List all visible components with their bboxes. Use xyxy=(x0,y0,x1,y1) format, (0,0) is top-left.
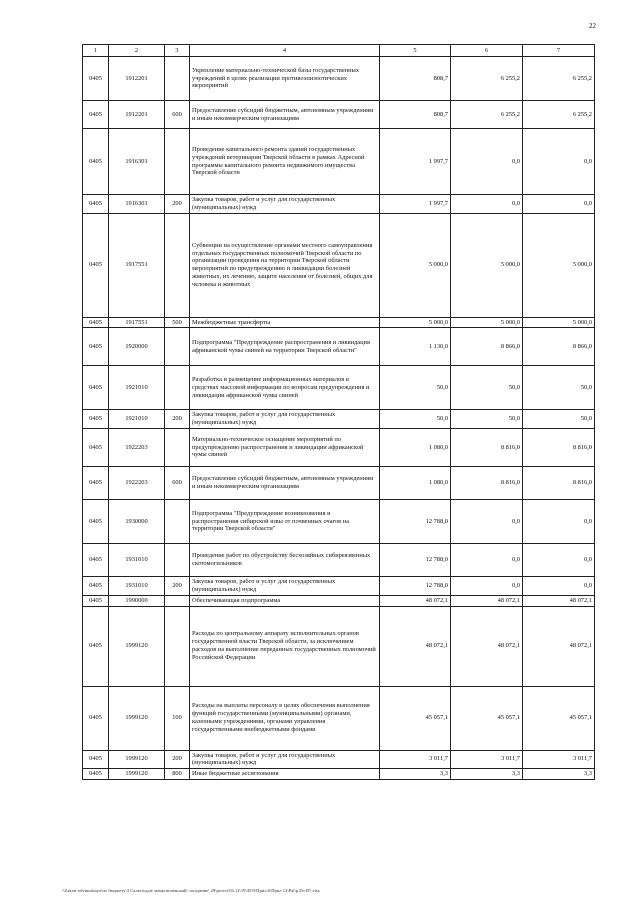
cell-c1: 0405 xyxy=(83,577,109,596)
cell-c3: 500 xyxy=(165,317,190,328)
cell-c3 xyxy=(165,595,190,606)
cell-c1: 0405 xyxy=(83,500,109,544)
cell-c5: 1 997,7 xyxy=(380,195,451,214)
cell-c3 xyxy=(165,213,190,317)
cell-c7: 0,0 xyxy=(523,500,595,544)
cell-c1: 0405 xyxy=(83,213,109,317)
cell-c3 xyxy=(165,328,190,366)
cell-c2: 1999120 xyxy=(109,750,165,769)
cell-c6: 50,0 xyxy=(451,366,523,410)
cell-c7: 50,0 xyxy=(523,366,595,410)
cell-c5: 12 788,0 xyxy=(380,544,451,577)
cell-c6: 8 816,0 xyxy=(451,429,523,467)
cell-c6: 45 057,1 xyxy=(451,686,523,750)
header-col-1: 1 xyxy=(83,45,109,57)
cell-c3 xyxy=(165,500,190,544)
cell-c7: 45 057,1 xyxy=(523,686,595,750)
table-row xyxy=(83,57,595,101)
cell-c5: 12 788,0 xyxy=(380,500,451,544)
cell-c2: 1912201 xyxy=(109,57,165,101)
cell-c4: Закупка товаров, работ и услуг для государственных (муниципальных) нужд xyxy=(190,195,380,214)
cell-c5: 48 072,1 xyxy=(380,606,451,686)
header-col-5: 5 xyxy=(380,45,451,57)
cell-c4: Проведение капитального ремонта зданий государственных учреждений ветеринарии Тверской области в рамках Адресной программы капитального ремонта недвижимого имущества Тверской области xyxy=(190,129,380,195)
cell-c1: 0405 xyxy=(83,57,109,101)
cell-c4: Укрепление материально-технической базы государственных учреждений в целях реализации противоэпизоотических мероприятий xyxy=(190,57,380,101)
cell-c7: 50,0 xyxy=(523,410,595,429)
cell-c2: 1999120 xyxy=(109,606,165,686)
cell-c6: 0,0 xyxy=(451,129,523,195)
table-row xyxy=(83,686,595,750)
cell-c3: 200 xyxy=(165,750,190,769)
cell-c6: 0,0 xyxy=(451,544,523,577)
page-number: 22 xyxy=(589,22,596,30)
cell-c7: 8 866,0 xyxy=(523,328,595,366)
cell-c7: 6 255,2 xyxy=(523,57,595,101)
cell-c4: Закупка товаров, работ и услуг для государственных (муниципальных) нужд xyxy=(190,577,380,596)
table-row xyxy=(83,366,595,410)
cell-c4: Расходы по центральному аппарату исполнительных органов государственной власти Тверской области, за исключением расходов на выполнение переданных государственных полномочий Российской Федерации xyxy=(190,606,380,686)
cell-c5: 50,0 xyxy=(380,410,451,429)
cell-c2: 1912201 xyxy=(109,101,165,129)
cell-c1: 0405 xyxy=(83,595,109,606)
cell-c3: 200 xyxy=(165,577,190,596)
table-row xyxy=(83,577,595,596)
header-col-6: 6 xyxy=(451,45,523,57)
cell-c5: 3 011,7 xyxy=(380,750,451,769)
cell-c2: 1920000 xyxy=(109,328,165,366)
cell-c7: 8 816,0 xyxy=(523,467,595,500)
cell-c1: 0405 xyxy=(83,129,109,195)
cell-c3 xyxy=(165,544,190,577)
cell-c6: 3,3 xyxy=(451,769,523,780)
cell-c4: Расходы на выплаты персоналу в целях обеспечения выполнения функций государственными (муниципальными) органами, казенными учреждениями, органами управления государственными внебюджетными фондами xyxy=(190,686,380,750)
cell-c5: 3,3 xyxy=(380,769,451,780)
cell-c2: 1917551 xyxy=(109,213,165,317)
table-row xyxy=(83,410,595,429)
table-row xyxy=(83,769,595,780)
cell-c5: 1 080,0 xyxy=(380,429,451,467)
cell-c1: 0405 xyxy=(83,467,109,500)
cell-c7: 5 000,0 xyxy=(523,317,595,328)
cell-c6: 48 072,1 xyxy=(451,606,523,686)
cell-c2: 1921010 xyxy=(109,366,165,410)
cell-c1: 0405 xyxy=(83,366,109,410)
table-row xyxy=(83,750,595,769)
cell-c4: Подпрограмма "Предупреждение возникновения и распространения сибирской язвы от почвенных очагов на территории Тверской области" xyxy=(190,500,380,544)
table-row xyxy=(83,544,595,577)
cell-c3 xyxy=(165,57,190,101)
budget-table xyxy=(82,44,595,780)
cell-c4: Иные бюджетные ассигнования xyxy=(190,769,380,780)
cell-c5: 5 000,0 xyxy=(380,317,451,328)
cell-c1: 0405 xyxy=(83,769,109,780)
cell-c7: 0,0 xyxy=(523,577,595,596)
cell-c6: 6 255,2 xyxy=(451,57,523,101)
cell-c7: 48 072,1 xyxy=(523,595,595,606)
cell-c7: 6 255,2 xyxy=(523,101,595,129)
header-col-2: 2 xyxy=(109,45,165,57)
cell-c2: 1922203 xyxy=(109,467,165,500)
cell-c6: 5 000,0 xyxy=(451,317,523,328)
cell-c6: 6 255,2 xyxy=(451,101,523,129)
cell-c7: 0,0 xyxy=(523,544,595,577)
cell-c5: 1 080,0 xyxy=(380,467,451,500)
cell-c3: 200 xyxy=(165,410,190,429)
header-col-3: 3 xyxy=(165,45,190,57)
cell-c2: 1999120 xyxy=(109,769,165,780)
table-row xyxy=(83,328,595,366)
cell-c4: Материально-техническое оснащение мероприятий по предупреждению распространения и ликвидации африканской чумы свиней xyxy=(190,429,380,467)
table-row xyxy=(83,595,595,606)
cell-c4: Проведение работ по обустройству бесхозяйных сибиреязвенных скотомогильников xyxy=(190,544,380,577)
cell-c1: 0405 xyxy=(83,101,109,129)
table-row xyxy=(83,101,595,129)
cell-c6: 8 816,0 xyxy=(451,467,523,500)
cell-c6: 3 011,7 xyxy=(451,750,523,769)
cell-c6: 0,0 xyxy=(451,500,523,544)
cell-c2: 1916301 xyxy=(109,195,165,214)
header-col-4: 4 xyxy=(190,45,380,57)
cell-c1: 0405 xyxy=(83,410,109,429)
cell-c4: Субвенции на осуществление органами местного самоуправления отдельных государственных полномочий Тверской области по организации проведения на территории Тверской области мероприятий по предупреждению и ликвидации болезней животных, их лечению, защите населения от болезней, общих для человека и животных xyxy=(190,213,380,317)
table-row xyxy=(83,195,595,214)
cell-c7: 5 000,0 xyxy=(523,213,595,317)
header-row xyxy=(83,45,595,57)
table-row xyxy=(83,500,595,544)
cell-c2: 1931010 xyxy=(109,544,165,577)
cell-c4: Межбюджетные трансферты xyxy=(190,317,380,328)
cell-c2: 1921010 xyxy=(109,410,165,429)
table-row xyxy=(83,317,595,328)
cell-c3 xyxy=(165,429,190,467)
cell-c5: 5 000,0 xyxy=(380,213,451,317)
cell-c7: 3 011,7 xyxy=(523,750,595,769)
cell-c5: 1 997,7 xyxy=(380,129,451,195)
cell-c1: 0405 xyxy=(83,328,109,366)
table-row xyxy=(83,129,595,195)
cell-c2: 1931010 xyxy=(109,577,165,596)
cell-c2: 1999120 xyxy=(109,686,165,750)
cell-c4: Предоставление субсидий бюджетным, автономным учреждениям и иным некоммерческим организациям xyxy=(190,467,380,500)
cell-c7: 0,0 xyxy=(523,129,595,195)
cell-c4: Предоставление субсидий бюджетным, автономным учреждениям и иным некоммерческим организациям xyxy=(190,101,380,129)
cell-c7: 8 816,0 xyxy=(523,429,595,467)
cell-c4: Закупка товаров, работ и услуг для государственных (муниципальных) нужд xyxy=(190,750,380,769)
cell-c2: 1917551 xyxy=(109,317,165,328)
cell-c5: 808,7 xyxy=(380,101,451,129)
cell-c4: Закупка товаров, работ и услуг для государственных (муниципальных) нужд xyxy=(190,410,380,429)
cell-c7: 0,0 xyxy=(523,195,595,214)
table-row xyxy=(83,213,595,317)
cell-c1: 0405 xyxy=(83,606,109,686)
cell-c5: 48 072,1 xyxy=(380,595,451,606)
cell-c2: 1990000 xyxy=(109,595,165,606)
cell-c1: 0405 xyxy=(83,686,109,750)
header-col-7: 7 xyxy=(523,45,595,57)
cell-c6: 50,0 xyxy=(451,410,523,429)
table-row xyxy=(83,606,595,686)
cell-c3 xyxy=(165,606,190,686)
table-row xyxy=(83,467,595,500)
cell-c3: 800 xyxy=(165,769,190,780)
cell-c6: 8 866,0 xyxy=(451,328,523,366)
cell-c3: 600 xyxy=(165,101,190,129)
cell-c4: Обеспечивающая подпрограмма xyxy=(190,595,380,606)
cell-c1: 0405 xyxy=(83,317,109,328)
cell-c6: 5 000,0 xyxy=(451,213,523,317)
cell-c2: 1922203 xyxy=(109,429,165,467)
cell-c3: 600 xyxy=(165,467,190,500)
table-row xyxy=(83,429,595,467)
cell-c5: 12 788,0 xyxy=(380,577,451,596)
cell-c5: 45 057,1 xyxy=(380,686,451,750)
cell-c2: 1930000 xyxy=(109,500,165,544)
cell-c3: 100 xyxy=(165,686,190,750)
cell-c5: 808,7 xyxy=(380,57,451,101)
cell-c4: Подпрограмма "Предупреждение распространения и ликвидация африканской чумы свиней на территории Тверской области" xyxy=(190,328,380,366)
cell-c1: 0405 xyxy=(83,429,109,467)
file-path-footer: \\Zakon-odvinuskaya\по бюджету\3 Сальта\для\ мамы воченский\ заседание\ 29\proect\04.12\19\45\9\Прил.6\Прил 12\Pal\p Do B? xlsx xyxy=(62,888,320,893)
cell-c3 xyxy=(165,129,190,195)
cell-c4: Разработка и размещение информационных материалов в средствах массовой информации по вопросам предупреждения и ликвидации африканской чумы свиней xyxy=(190,366,380,410)
cell-c5: 1 130,0 xyxy=(380,328,451,366)
cell-c6: 0,0 xyxy=(451,195,523,214)
cell-c5: 50,0 xyxy=(380,366,451,410)
cell-c2: 1916301 xyxy=(109,129,165,195)
cell-c3 xyxy=(165,366,190,410)
cell-c6: 0,0 xyxy=(451,577,523,596)
cell-c1: 0405 xyxy=(83,195,109,214)
cell-c7: 48 072,1 xyxy=(523,606,595,686)
cell-c3: 200 xyxy=(165,195,190,214)
cell-c1: 0405 xyxy=(83,544,109,577)
cell-c6: 48 072,1 xyxy=(451,595,523,606)
cell-c1: 0405 xyxy=(83,750,109,769)
cell-c7: 3,3 xyxy=(523,769,595,780)
